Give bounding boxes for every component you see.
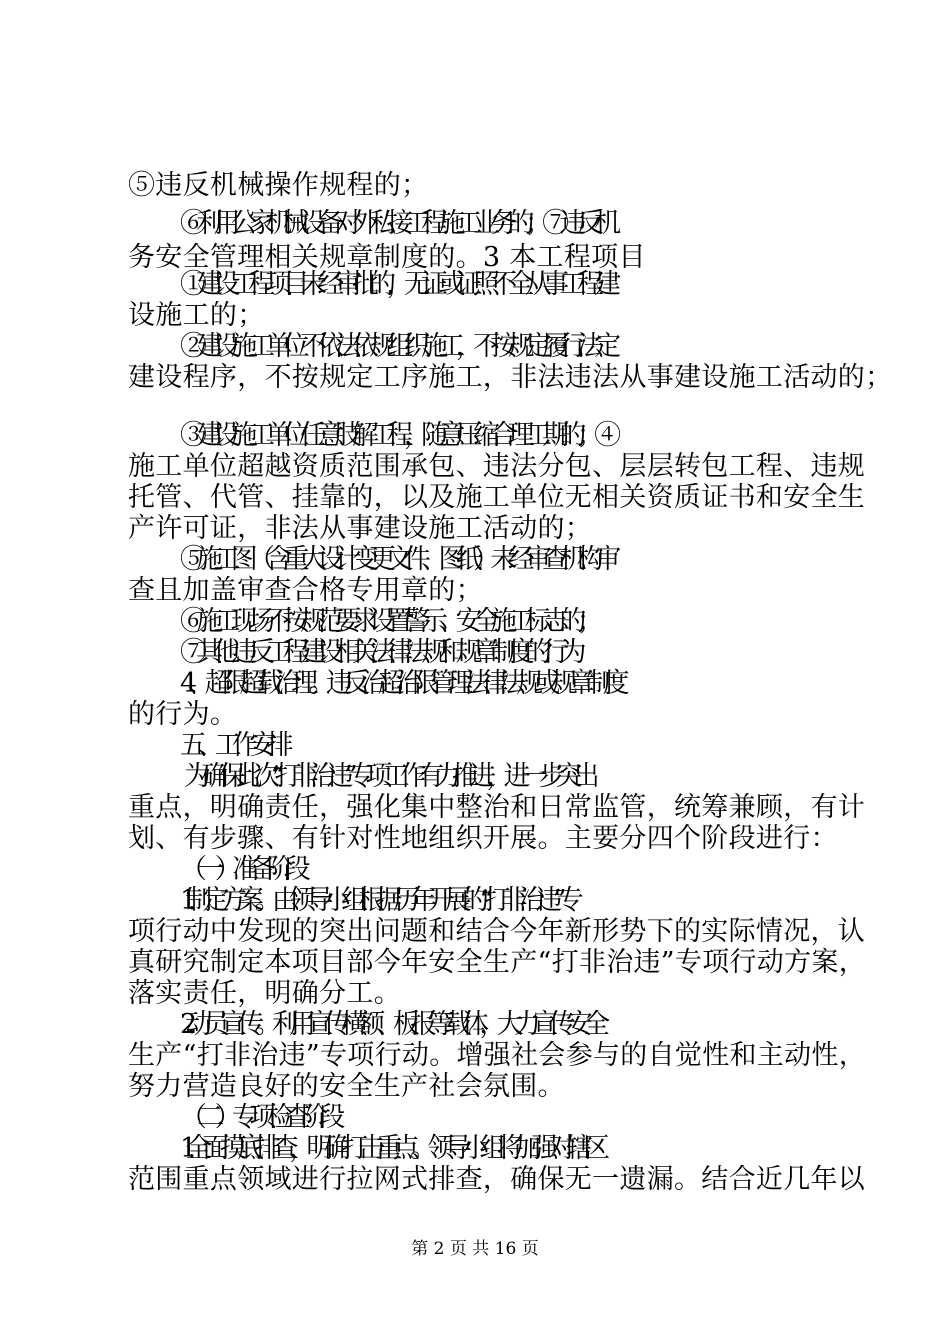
text-line: ③ 建设施工单位任意肢解工程，随意压缩合理工期的；④	[180, 420, 612, 451]
text-line: 重点，明确责任，强化集中整治和日常监管，统筹兼顾，有计	[128, 792, 866, 823]
text-line: 努力营造良好的安全生产社会氛围。	[128, 1071, 565, 1102]
text-line: 设施工的；	[128, 300, 265, 331]
text-line: 务安全管理相关规章制度的。3 本工程项目	[128, 242, 646, 273]
text-line: ⑥ 施工现场不按规范要求设置警示、安全施工标志的；	[180, 606, 595, 637]
text-line: 1. 全面摸底排查，明确打击重点。领导小组将加强对辖区	[180, 1133, 601, 1164]
text-line: 产许可证，非法从事建设施工活动的；	[128, 513, 593, 544]
text-line: 真研究制定本项目部今年安全生产“打非治违”专项行动方案，	[128, 947, 867, 978]
text-line: ⑦ 其他违反工程建设相关法律法规和规章制度的行为	[180, 637, 577, 668]
section-heading: 五、工作安排	[180, 730, 284, 761]
text-line: 项行动中发现的突出问题和结合今年新形势下的实际情况，认	[128, 916, 866, 947]
text-line: 2. 动员宣传。利用宣传横额、板报等载体，大力宣传安全	[180, 1009, 601, 1040]
text-line: 生产“打非治违”专项行动。增强社会参与的自觉性和主动性，	[128, 1040, 867, 1071]
text-line: 查且加盖审查合格专用章的；	[128, 575, 483, 606]
text-line: 施工单位超越资质范围承包、违法分包、层层转包工程、违规	[128, 451, 866, 482]
text-line: 落实责任，明确分工。	[128, 978, 401, 1009]
page-number: 第 2 页 共 16 页	[411, 1239, 539, 1259]
text-line: ② 建设施工单位不依法依规组织施工，不按规定履行法定	[180, 331, 612, 362]
text-line: ⑥ 利用公家机械设备对外私接工程施工业务的；⑦违反机	[180, 208, 612, 239]
subsection-heading: （一）准备阶段	[180, 854, 302, 885]
text-line: 范围重点领域进行拉网式排查，确保无一遗漏。结合近几年以	[128, 1164, 866, 1195]
text-line: 托管、代管、挂靠的，以及施工单位无相关资质证书和安全生	[128, 482, 866, 513]
text-line: 1. 制定方案。由领导小组根据历年开展的“打非治违”专	[180, 885, 575, 916]
text-line: 划、有步骤、有针对性地组织开展。主要分四个阶段进行：	[128, 823, 838, 854]
text-line: ⑤ 施工图（含重大设计变更文件、图纸）未经审查机构审	[180, 544, 612, 575]
text-line: 建设程序，不按规定工序施工，非法违法从事建设施工活动的；	[128, 362, 893, 393]
text-line: ① 建设工程项目未经审批的，无证或证照不全从事工程建	[180, 269, 612, 300]
text-line: 4、超限超载治理。违反治超治限管理法律法规或规章制度	[180, 668, 620, 699]
text-line: 为确保此次“打非治违”专项工作有力推进，进一步突出	[184, 761, 591, 792]
text-line: ⑤违反机械操作规程的；	[128, 170, 429, 201]
text-line: 的行为。	[128, 699, 238, 730]
subsection-heading: （二）专项检查阶段	[180, 1102, 336, 1133]
